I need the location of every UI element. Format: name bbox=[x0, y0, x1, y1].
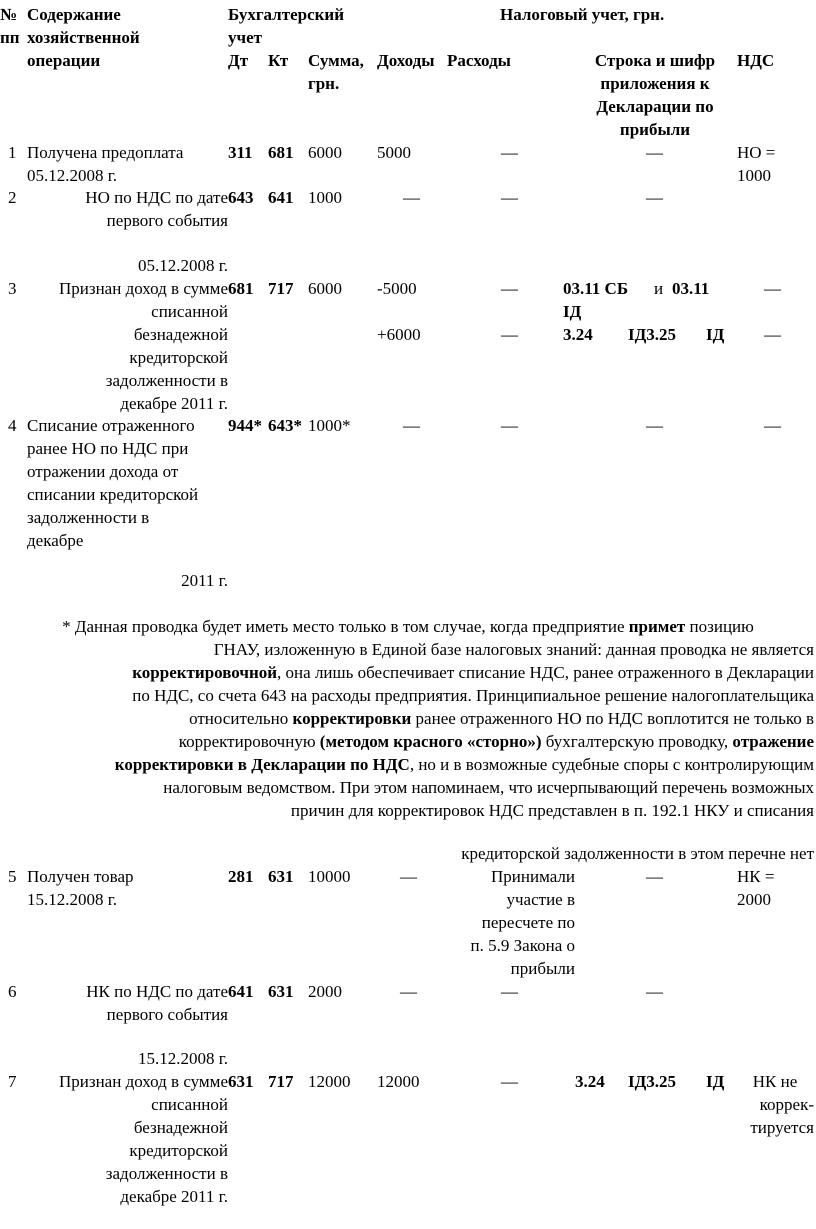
row3-num: 3 bbox=[8, 279, 17, 298]
row4-content-2: ранее НО по НДС при bbox=[27, 439, 189, 458]
row7-dt: 631 bbox=[228, 1072, 254, 1091]
header-content-2: хозяйственной bbox=[27, 28, 140, 47]
row6-expense: — bbox=[501, 982, 518, 1001]
row6-kt: 631 bbox=[268, 982, 294, 1001]
row1-content-1: Получена предоплата bbox=[27, 143, 184, 162]
row2-dt: 643 bbox=[228, 188, 254, 207]
header-content-1: Содержание bbox=[27, 5, 121, 24]
row1-num: 1 bbox=[8, 143, 17, 162]
note-line-3 bbox=[0, 661, 814, 684]
row3-vat-2: — bbox=[764, 325, 781, 344]
row5-dt: 281 bbox=[228, 867, 254, 886]
row4-vat: — bbox=[764, 416, 781, 435]
row1-content-2: 05.12.2008 г. bbox=[27, 166, 118, 185]
row7-kt: 717 bbox=[268, 1072, 294, 1091]
row2-num: 2 bbox=[8, 188, 17, 207]
row5-expense-4: п. 5.9 Закона о bbox=[470, 936, 575, 955]
row4-line: — bbox=[646, 416, 663, 435]
row7-vat-1: НК не bbox=[752, 1072, 798, 1091]
row1-sum: 6000 bbox=[308, 143, 342, 162]
header-line-3: Декларации по bbox=[596, 97, 714, 116]
header-sum-2: грн. bbox=[308, 74, 340, 93]
note-line-6b: (методом красного «сторно») bbox=[319, 732, 542, 751]
row3-content-6: декабре 2011 г. bbox=[120, 394, 228, 413]
row6-num: 6 bbox=[8, 982, 17, 1001]
note-line-1b: примет bbox=[628, 617, 686, 636]
row2-income: — bbox=[403, 188, 420, 207]
row2-content-1: НО по НДС по дате bbox=[85, 188, 228, 207]
row3-content-5: задолженности в bbox=[105, 371, 228, 390]
row3-content-3: безнадежной bbox=[133, 325, 228, 344]
row4-sum: 1000* bbox=[308, 416, 351, 435]
header-line-2: приложения к bbox=[600, 74, 710, 93]
row5-sum: 10000 bbox=[308, 867, 351, 886]
row5-vat-1: НК = bbox=[737, 867, 775, 886]
row3-kt: 717 bbox=[268, 279, 294, 298]
row3-income-2: +6000 bbox=[377, 325, 421, 344]
row3-vat-1: — bbox=[764, 279, 781, 298]
note-line-6 bbox=[0, 730, 814, 753]
note-line-5a: относительно bbox=[189, 709, 293, 728]
note-line-7 bbox=[0, 753, 814, 776]
row3-line-1a: 03.11 СБ bbox=[563, 279, 629, 298]
row2-content-2: первого события bbox=[106, 211, 228, 230]
row3-income-1: -5000 bbox=[377, 279, 417, 298]
row5-content-2: 15.12.2008 г. bbox=[27, 890, 118, 909]
row7-content-5: задолженности в bbox=[105, 1164, 228, 1183]
row4-content-6: декабре bbox=[27, 531, 84, 550]
note-line-5c: ранее отраженного НО по НДС воплотится не только в bbox=[411, 709, 814, 728]
row4-content-7: 2011 г. bbox=[181, 571, 228, 590]
row5-expense-5: прибыли bbox=[510, 959, 575, 978]
row7-content-4: кредиторской bbox=[129, 1141, 228, 1160]
header-num-2: пп bbox=[0, 28, 20, 47]
row4-expense: — bbox=[501, 416, 518, 435]
row3-line-2c: ІД bbox=[706, 325, 725, 344]
row1-dt: 311 bbox=[228, 143, 253, 162]
row6-dt: 641 bbox=[228, 982, 254, 1001]
row5-line: — bbox=[646, 867, 663, 886]
header-vat: НДС bbox=[737, 51, 775, 70]
note-line-1c: позицию bbox=[685, 617, 754, 636]
row5-expense-3: пересчете по bbox=[481, 913, 575, 932]
row5-kt: 631 bbox=[268, 867, 294, 886]
row7-sum: 12000 bbox=[308, 1072, 351, 1091]
header-income: Доходы bbox=[377, 51, 435, 70]
row3-line-1c: 03.11 bbox=[672, 279, 710, 298]
row5-expense-1: Принимали bbox=[491, 867, 575, 886]
row1-line: — bbox=[646, 143, 663, 162]
row2-line: — bbox=[646, 188, 663, 207]
row7-vat-3: тируется bbox=[750, 1118, 814, 1137]
header-line-4: прибыли bbox=[619, 120, 691, 139]
row3-content-2: списанной bbox=[151, 302, 228, 321]
row7-expense: — bbox=[501, 1072, 518, 1091]
row3-dt: 681 bbox=[228, 279, 254, 298]
row4-income: — bbox=[403, 416, 420, 435]
row7-line-b: ІД3.25 bbox=[628, 1072, 677, 1091]
row6-line: — bbox=[646, 982, 663, 1001]
row4-dt: 944* bbox=[228, 416, 262, 435]
row3-line-2b: ІД3.25 bbox=[628, 325, 677, 344]
row4-kt: 643* bbox=[268, 416, 302, 435]
row7-income: 12000 bbox=[377, 1072, 420, 1091]
row2-expense: — bbox=[501, 188, 518, 207]
row5-income: — bbox=[400, 867, 417, 886]
row1-expense: — bbox=[501, 143, 518, 162]
row6-sum: 2000 bbox=[308, 982, 342, 1001]
row4-content-5: задолженности в bbox=[27, 508, 150, 527]
note-line-6d: отражение bbox=[732, 732, 814, 751]
row1-vat-2: 1000 bbox=[737, 166, 771, 185]
header-num-1: № bbox=[0, 5, 18, 24]
row5-content-1: Получен товар bbox=[27, 867, 134, 886]
row7-content-6: декабре 2011 г. bbox=[120, 1187, 228, 1206]
note-line-1a: * Данная проводка будет иметь место только в том случае, когда предприятие bbox=[62, 617, 629, 636]
row3-expense-1: — bbox=[501, 279, 518, 298]
row5-expense-2: участие в bbox=[506, 890, 575, 909]
note-line-7a: корректировки в Декларации по НДС bbox=[114, 755, 410, 774]
note-line-6a: корректировочную bbox=[178, 732, 320, 751]
header-line-1: Строка и шифр bbox=[594, 51, 716, 70]
header-content-3: операции bbox=[27, 51, 101, 70]
note-line-2: ГНАУ, изложенную в Единой базе налоговых знаний: данная проводка не является bbox=[213, 640, 814, 659]
row6-content-3: 15.12.2008 г. bbox=[137, 1049, 228, 1068]
header-dt: Дт bbox=[228, 51, 249, 70]
row4-content-1: Списание отраженного bbox=[27, 416, 195, 435]
note-line-4: по НДС, со счета 643 на расходы предприятия. Принципиальное решение налогоплательщика bbox=[132, 686, 814, 705]
row7-content-3: безнадежной bbox=[133, 1118, 228, 1137]
row6-content-2: первого события bbox=[106, 1005, 228, 1024]
header-accounting-2: учет bbox=[228, 28, 262, 47]
row4-content-3: отражении дохода от bbox=[27, 462, 179, 481]
row7-vat-2: коррек- bbox=[759, 1095, 814, 1114]
note-line-3b: , она лишь обеспечивает списание НДС, ранее отраженного в Декларации bbox=[277, 663, 814, 682]
row3-line-1b: и bbox=[654, 279, 664, 298]
row5-num: 5 bbox=[8, 867, 17, 886]
row6-content-1: НК по НДС по дате bbox=[86, 982, 228, 1001]
note-line-9: причин для корректировок НДС представлен в п. 192.1 НКУ и списания bbox=[290, 801, 814, 820]
row3-line-2a: 3.24 bbox=[563, 325, 593, 344]
row7-content-2: списанной bbox=[151, 1095, 228, 1114]
row1-income: 5000 bbox=[377, 143, 411, 162]
row4-num: 4 bbox=[8, 416, 17, 435]
row1-kt: 681 bbox=[268, 143, 294, 162]
row5-vat-2: 2000 bbox=[737, 890, 771, 909]
row3-content-4: кредиторской bbox=[129, 348, 228, 367]
row7-line-a: 3.24 bbox=[575, 1072, 605, 1091]
row2-sum: 1000 bbox=[308, 188, 342, 207]
note-line-10: кредиторской задолженности в этом перечне нет bbox=[461, 844, 814, 863]
note-line-3a: корректировочной bbox=[132, 663, 278, 682]
row3-sum: 6000 bbox=[308, 279, 342, 298]
row2-content-3: 05.12.2008 г. bbox=[137, 256, 228, 275]
row7-line-c: ІД bbox=[706, 1072, 725, 1091]
row7-content-1: Признан доход в сумме bbox=[58, 1072, 228, 1091]
row3-line-1d: ІД bbox=[563, 302, 582, 321]
row3-content-1: Признан доход в сумме bbox=[58, 279, 228, 298]
header-kt: Кт bbox=[268, 51, 289, 70]
row4-content-4: списании кредиторской bbox=[27, 485, 199, 504]
note-line-5 bbox=[0, 707, 814, 730]
row7-num: 7 bbox=[8, 1072, 17, 1091]
header-expense: Расходы bbox=[447, 51, 511, 70]
row3-expense-2: — bbox=[501, 325, 518, 344]
row2-kt: 641 bbox=[268, 188, 294, 207]
header-sum-1: Сумма, bbox=[308, 51, 364, 70]
note-line-1 bbox=[0, 615, 816, 638]
note-line-5b: корректировки bbox=[292, 709, 412, 728]
row6-income: — bbox=[400, 982, 417, 1001]
row1-vat-1: НО = bbox=[737, 143, 776, 162]
note-line-7b: , но и в возможные судебные споры с контролирующим bbox=[409, 755, 814, 774]
header-tax-title: Налоговый учет, грн. bbox=[500, 5, 665, 24]
note-line-6c: бухгалтерскую проводку, bbox=[541, 732, 733, 751]
note-line-8: налоговым ведомством. При этом напоминаем, что исчерпывающий перечень возможных bbox=[163, 778, 814, 797]
header-accounting-1: Бухгалтерский bbox=[228, 5, 345, 24]
